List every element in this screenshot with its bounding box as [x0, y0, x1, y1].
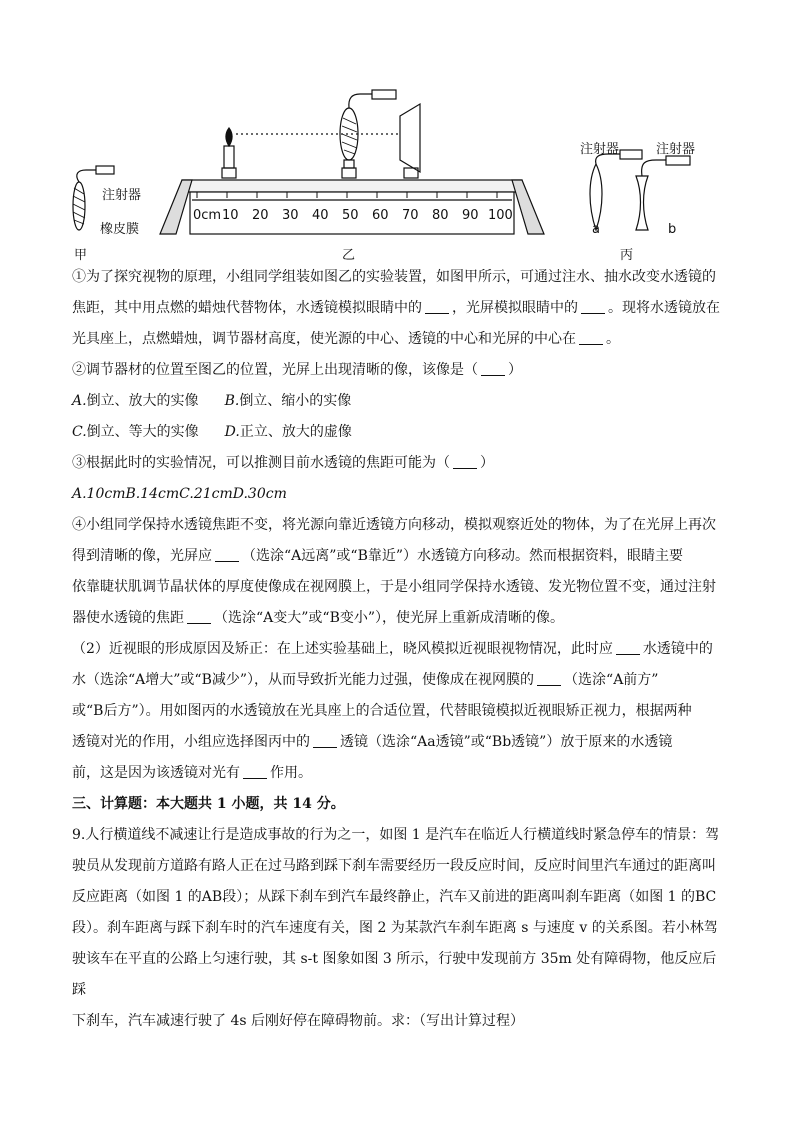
q9-line4: 段）。刹车距离与踩下刹车时的汽车速度有关，图 2 为某款汽车刹车距离 s 与速度 v 的关系图。若小林驾 [72, 920, 718, 936]
q1-line3-part: 光具座上，点燃蜡烛，调节器材高度，使光源的中心、透镜的中心和光屏的中心在 [72, 331, 576, 347]
figure-bing-lenses [590, 150, 690, 230]
option-letter: A. [72, 393, 87, 409]
q2-stem-part: ） [508, 362, 522, 378]
answer-blank[interactable] [616, 640, 640, 655]
syringe-label-b: 注射器 [656, 142, 696, 157]
answer-blank[interactable] [425, 299, 449, 314]
q5-line1-part: （2）近视眼的形成原因及矫正：在上述实验基础上，晓风模拟近视眼视物情况，此时应 [72, 641, 613, 657]
q5-line5-part: 作用。 [270, 765, 312, 781]
q4-line3: 依靠睫状肌调节晶状体的厚度使像成在视网膜上，于是小组同学保持水透镜、发光物位置不变，通过注射 [72, 579, 716, 595]
q4-line1: ④小组同学保持水透镜焦距不变，将光源向靠近透镜方向移动，模拟观察近处的物体，为了在光屏上再次 [72, 517, 716, 533]
figure-label-bing: 丙 [620, 248, 634, 263]
q2-options-cd [72, 417, 724, 448]
answer-blank[interactable] [579, 330, 603, 345]
q3-stem [72, 448, 724, 479]
answer-blank[interactable] [581, 299, 605, 314]
q9-line6: 下刹车，汽车减速行驶了 4s 后刚好停在障碍物前。求：（写出计算过程） [72, 1013, 524, 1029]
q4-line2 [72, 541, 724, 572]
q5-line5 [72, 758, 724, 789]
option-d: 正立、放大的虚像 [239, 424, 352, 440]
q5-line2 [72, 665, 724, 696]
q1-line2-part: 。现将水透镜放在 [608, 300, 720, 316]
q2-options-ab [72, 386, 724, 417]
q5-line3: 或“B后方”）。用如图丙的水透镜放在光具座上的合适位置，代替眼镜模拟近视眼矫正视力，根据两种 [72, 703, 692, 719]
q4-line4-part: （选涂“A变大”或“B变小”），使光屏上重新成清晰的像。 [214, 610, 565, 626]
answer-blank[interactable] [537, 671, 561, 686]
syringe-label-a: 注射器 [580, 142, 620, 157]
q1-line2-part: ，光屏模拟眼睛中的 [452, 300, 578, 316]
q9-line3: 反应距离（如图 1 的AB段）；从踩下刹车到汽车最终静止，汽车又前进的距离叫刹车距离（如图 1 的BC [72, 889, 717, 905]
ruler-tick-label: 90 [462, 208, 479, 223]
syringe-label-jia: 注射器 [102, 188, 142, 203]
answer-blank[interactable] [187, 609, 211, 624]
figure-label-jia: 甲 [74, 248, 88, 263]
q5-line1 [72, 634, 724, 665]
q3-stem-part: ③根据此时的实验情况，可以推测目前水透镜的焦距可能为（ [72, 455, 450, 471]
q1-line3 [72, 324, 724, 355]
answer-blank[interactable] [481, 361, 505, 376]
q4-line2-part: （选涂“A远离”或“B靠近”）水透镜方向移动。然而根据资料，眼睛主要 [242, 548, 684, 564]
q9-line5: 驶该车在平直的公路上匀速行驶，其 s-t 图象如图 3 所示，行驶中发现前方 35m 处有障碍物，他反应后踩 [72, 951, 717, 998]
q5-line4 [72, 727, 724, 758]
q5-line4-part: 透镜对光的作用，小组应选择图丙中的 [72, 734, 310, 750]
option-c: 倒立、等大的实像 [86, 424, 199, 440]
answer-blank[interactable] [453, 454, 477, 469]
answer-blank[interactable] [313, 733, 337, 748]
option-b: 倒立、缩小的实像 [239, 393, 352, 409]
ruler-tick-label: 70 [402, 208, 419, 223]
q3-stem-part: ） [480, 455, 494, 471]
q5-line5-part: 前，这是因为该透镜对光有 [72, 765, 240, 781]
q4-line4-part: 器使水透镜的焦距 [72, 610, 184, 626]
question-content [72, 262, 724, 1037]
q5-line2-part: 水（选涂“A增大”或“B减少”），从而导致折光能力过强，使像成在视网膜的 [72, 672, 535, 688]
option-letter: D. [224, 424, 240, 440]
experiment-figure [60, 84, 740, 264]
lens-label-b: b [668, 222, 677, 237]
option-letter: C. [72, 424, 87, 440]
figure-drawing [60, 84, 740, 264]
ruler-tick-label: 50 [342, 208, 359, 223]
q5-line2-part: （选涂“A前方” [564, 672, 659, 688]
q4-line2-part: 得到清晰的像，光屏应 [72, 548, 212, 564]
q9-line2: 驶员从发现前方道路有路人正在过马路到踩下刹车需要经历一段反应时间，反应时间里汽车通过的距离叫 [72, 858, 716, 874]
q2-stem [72, 355, 724, 386]
ruler-tick-label: 100 [488, 208, 513, 223]
q1-line1: ①为了探究视物的原理，小组同学组装如图乙的实验装置，如图甲所示，可通过注水、抽水改变水透镜的 [72, 269, 716, 285]
lens-label-a: a [592, 222, 600, 237]
q5-line4-part: 透镜（选涂“Aa透镜”或“Bb透镜”）放于原来的水透镜 [340, 734, 673, 750]
ruler-tick-label: 20 [252, 208, 269, 223]
membrane-label: 橡皮膜 [100, 222, 140, 237]
answer-blank[interactable] [243, 764, 267, 779]
ruler-tick-label: 0cm [193, 208, 222, 223]
ruler-tick-label: 10 [222, 208, 239, 223]
option-a: 倒立、放大的实像 [86, 393, 199, 409]
ruler-tick-label: 40 [312, 208, 329, 223]
answer-blank[interactable] [215, 547, 239, 562]
section-heading: 三、计算题：本大题共 1 小题，共 14 分。 [72, 796, 345, 812]
ruler-tick-label: 60 [372, 208, 389, 223]
figure-label-yi: 乙 [342, 248, 356, 263]
q1-line3-part: 。 [606, 331, 620, 347]
option-letter: B. [224, 393, 240, 409]
q9-line1: 9.人行横道线不减速让行是造成事故的行为之一，如图 1 是汽车在临近人行横道线时紧急停车的情景：驾 [72, 827, 720, 843]
q2-stem-part: ②调节器材的位置至图乙的位置，光屏上出现清晰的像，该像是（ [72, 362, 478, 378]
ruler-tick-label: 80 [432, 208, 449, 223]
q3-options: A.10cmB.14cmC.21cmD.30cm [72, 486, 287, 502]
ruler-tick-label: 30 [282, 208, 299, 223]
q4-line4 [72, 603, 724, 634]
q1-line2-part: 焦距，其中用点燃的蜡烛代替物体，水透镜模拟眼睛中的 [72, 300, 422, 316]
q1-line2 [72, 293, 724, 324]
q5-line1-part: 水透镜中的 [642, 641, 713, 657]
